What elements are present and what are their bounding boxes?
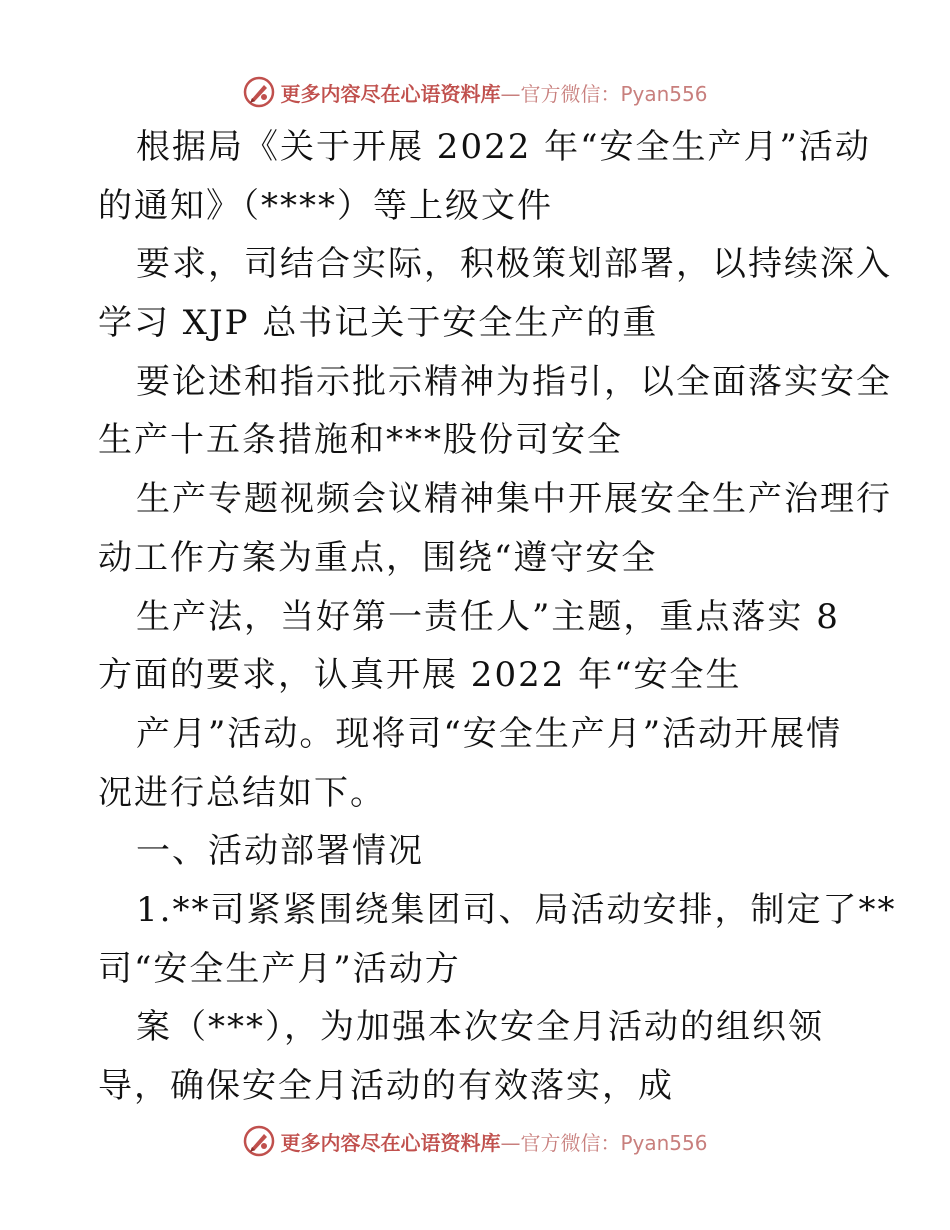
text-line: 1.**司紧紧围绕集团司、局活动安排，制定了** <box>136 889 897 930</box>
text-line: 生产法，当好第一责任人”主题，重点落实 8 <box>136 596 840 637</box>
text-line: 要求，司结合实际，积极策划部署，以持续深入 <box>136 244 892 285</box>
watermark-contact-text: —官方微信：Pyan556 <box>500 1130 708 1155</box>
section-heading: 一、活动部署情况 <box>136 831 424 872</box>
text-line: 学习 XJP 总书记关于安全生产的重 <box>98 303 659 344</box>
watermark-contact-text: —官方微信：Pyan556 <box>500 81 708 106</box>
footer-watermark <box>0 1121 950 1161</box>
text-line: 根据局《关于开展 2022 年“安全生产月”活动 <box>136 127 871 167</box>
watermark-main-text: 更多内容尽在心语资料库 <box>280 81 501 106</box>
text-line: 案（***），为加强本次安全月活动的组织领 <box>136 1007 824 1048</box>
pen-logo-icon <box>242 75 276 109</box>
text-line: 动工作方案为重点，围绕“遵守安全 <box>98 537 658 578</box>
text-line: 方面的要求，认真开展 2022 年“安全生 <box>98 655 742 696</box>
text-line: 况进行总结如下。 <box>98 772 386 813</box>
text-line: 要论述和指示批示精神为指引，以全面落实安全 <box>136 361 892 402</box>
text-line: 导，确保安全月活动的有效落实，成 <box>98 1066 674 1106</box>
text-line: 生产十五条措施和***股份司安全 <box>98 420 623 461</box>
document-body <box>98 118 897 1116</box>
text-line: 司“安全生产月”活动方 <box>98 948 461 989</box>
pen-logo-icon <box>242 1124 276 1158</box>
text-line: 的通知》（****）等上级文件 <box>98 185 553 226</box>
text-line: 产月”活动。现将司“安全生产月”活动开展情 <box>136 713 843 754</box>
text-line: 生产专题视频会议精神集中开展安全生产治理行 <box>136 479 892 520</box>
watermark-main-text: 更多内容尽在心语资料库 <box>280 1130 501 1155</box>
header-watermark <box>0 72 950 112</box>
